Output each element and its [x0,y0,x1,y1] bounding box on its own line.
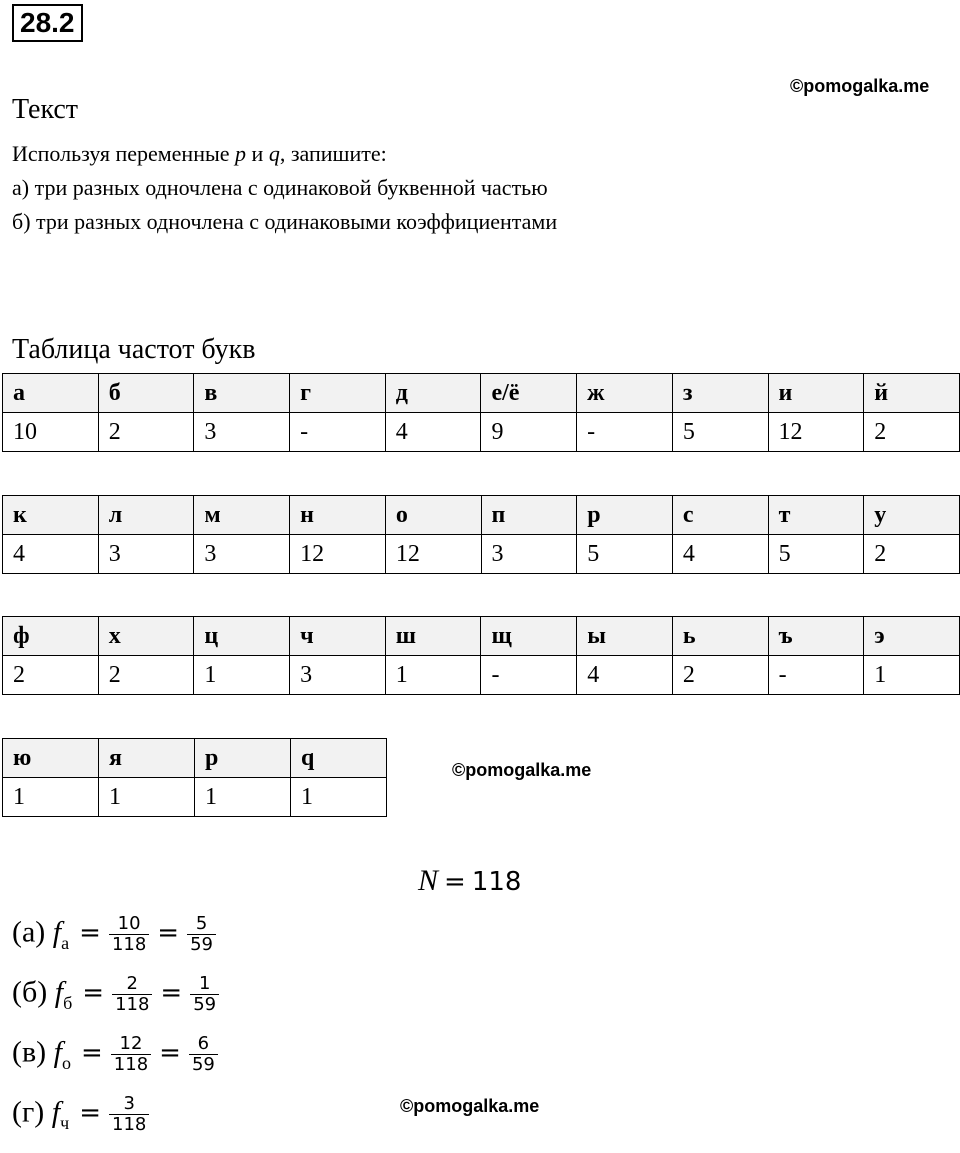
count-cell: - [290,413,386,452]
f-subscript: ч [60,1113,70,1134]
total-symbol: N [418,864,439,897]
denominator: 118 [111,1054,151,1075]
count-cell: 3 [290,656,386,695]
count-cell: 3 [481,535,577,574]
numerator: 12 [119,1033,143,1054]
counts-row [3,413,960,452]
letter-cell: ъ [768,617,864,656]
task-number: 28.2 [12,4,83,42]
formula-b [12,974,221,1015]
count-cell: 3 [98,535,194,574]
f-subscript: о [62,1053,71,1074]
f-subscript: а [61,933,70,954]
letter-cell: г [290,374,386,413]
letter-cell: ш [385,617,481,656]
numerator: 2 [126,973,138,994]
frequency-table-1 [2,373,960,452]
count-cell: - [768,656,864,695]
count-cell: 5 [768,535,864,574]
task-intro [12,141,387,167]
denominator: 118 [109,1114,149,1135]
count-cell: 2 [98,656,194,695]
letter-cell: э [864,617,960,656]
count-cell: 1 [3,778,99,817]
count-cell: 12 [290,535,386,574]
numerator: 6 [197,1033,210,1054]
f-symbol: f [54,975,64,1009]
letter-cell: н [290,496,386,535]
letter-cell: ы [577,617,673,656]
fraction [112,974,152,1015]
count-cell: 4 [3,535,99,574]
letter-cell: ц [194,617,290,656]
letter-cell: щ [481,617,577,656]
equals-sign: = [79,918,101,949]
letter-cell: й [864,374,960,413]
equals-sign: = [444,867,466,897]
numerator: 1 [198,973,211,994]
count-cell: - [577,413,673,452]
fraction [190,974,219,1015]
equals-sign: = [160,978,183,1009]
formula-label: (г) [12,1095,45,1129]
letters-row [3,617,960,656]
numerator: 5 [195,913,208,934]
count-cell: 12 [385,535,481,574]
letter-cell: ж [577,374,673,413]
denominator: 59 [189,1054,218,1075]
variable-q: q [268,141,280,166]
task-item-a: а) три разных одночлена с одинаковой буквенной частью [12,175,548,200]
letter-cell: т [768,496,864,535]
count-cell: 4 [672,535,768,574]
equals-sign: = [157,918,180,949]
count-cell: 2 [3,656,99,695]
letter-cell: ф [3,617,99,656]
count-cell: 4 [577,656,673,695]
denominator: 59 [187,934,216,955]
count-cell: 1 [864,656,960,695]
total-value: 118 [471,867,522,897]
count-cell: 5 [672,413,768,452]
frequency-table-3 [2,616,960,695]
count-cell: 1 [291,778,387,817]
formula-c [12,1034,220,1075]
count-cell: 2 [672,656,768,695]
count-cell: 3 [194,413,290,452]
letter-cell: е/ё [481,374,577,413]
intro-text-3: , запишите: [279,141,387,166]
count-cell: 2 [98,413,194,452]
fraction [187,914,216,955]
count-cell: 4 [385,413,481,452]
count-cell: 10 [3,413,99,452]
frequency-table-4 [2,738,387,817]
equals-sign: = [81,1038,103,1069]
counts-row [3,535,960,574]
letter-cell: ь [672,617,768,656]
letter-cell: б [98,374,194,413]
formula-label: (в) [12,1035,47,1069]
count-cell: 2 [864,535,960,574]
watermark-top: ©pomogalka.me [790,76,930,96]
frequency-table-2 [2,495,960,574]
f-symbol: f [53,1035,62,1069]
letter-cell: у [864,496,960,535]
letter-cell: х [98,617,194,656]
equals-sign: = [159,1038,181,1069]
count-cell: 9 [481,413,577,452]
counts-row [3,778,387,817]
fraction [111,1034,151,1075]
intro-text-2: и [246,141,269,166]
formula-label: (а) [12,915,46,949]
count-cell: 12 [768,413,864,452]
letter-cell: и [768,374,864,413]
count-cell: 5 [577,535,673,574]
count-cell: 1 [194,656,290,695]
letter-cell: в [194,374,290,413]
letter-cell: с [672,496,768,535]
letters-row [3,374,960,413]
formula-label: (б) [12,975,48,1009]
count-cell: 1 [99,778,195,817]
letter-cell: q [291,739,387,778]
count-cell: 3 [194,535,290,574]
formula-d [12,1094,151,1135]
f-subscript: б [63,993,73,1014]
letter-cell: л [98,496,194,535]
count-cell: 2 [864,413,960,452]
f-symbol: f [52,915,62,949]
denominator: 118 [112,994,152,1015]
letter-cell: я [99,739,195,778]
count-cell: - [481,656,577,695]
formula-a [12,914,218,955]
letter-cell: о [385,496,481,535]
count-cell: 1 [195,778,291,817]
text-section-title: Текст [12,94,79,125]
intro-text-1: Используя переменные [12,141,236,166]
numerator: 10 [117,913,141,934]
letter-cell: з [672,374,768,413]
letter-cell: а [3,374,99,413]
fraction [109,914,149,955]
fraction [109,1094,149,1135]
letter-cell: ю [3,739,99,778]
equals-sign: = [82,978,105,1009]
letter-cell: п [481,496,577,535]
denominator: 59 [190,994,219,1015]
equals-sign: = [79,1098,101,1129]
watermark-middle: ©pomogalka.me [452,760,592,780]
letter-cell: ч [290,617,386,656]
counts-row [3,656,960,695]
total-letters [418,864,521,898]
letters-row [3,496,960,535]
letter-cell: м [194,496,290,535]
letters-row [3,739,387,778]
letter-cell: д [385,374,481,413]
fraction [189,1034,218,1075]
count-cell: 1 [385,656,481,695]
letter-cell: p [195,739,291,778]
f-symbol: f [51,1095,61,1129]
letter-cell: р [577,496,673,535]
letter-cell: к [3,496,99,535]
table-section-title: Таблица частот букв [12,334,256,365]
numerator: 3 [123,1093,135,1114]
watermark-bottom: ©pomogalka.me [400,1096,540,1116]
denominator: 118 [109,934,149,955]
variable-p: p [235,141,247,166]
task-item-b: б) три разных одночлена с одинаковыми коэффициентами [12,209,558,234]
